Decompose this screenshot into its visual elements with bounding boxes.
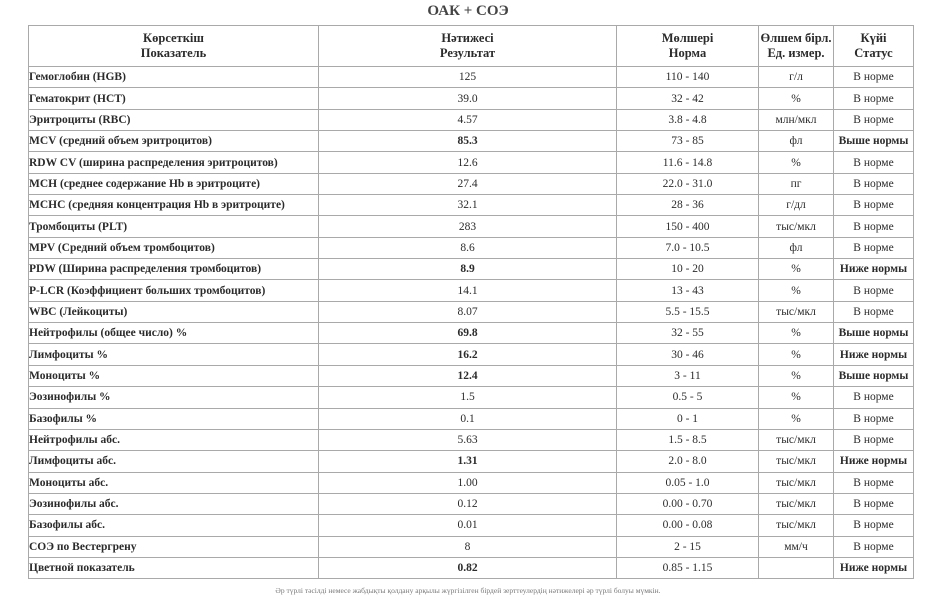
unit: % (759, 88, 834, 109)
result-value: 1.00 (319, 472, 617, 493)
norm-range: 0.00 - 0.70 (617, 493, 759, 514)
status-value: В норме (834, 280, 914, 301)
unit: г/дл (759, 195, 834, 216)
table-header-row (29, 26, 914, 67)
result-value: 8 (319, 536, 617, 557)
status-value: В норме (834, 88, 914, 109)
indicator-name: Базофилы абс. (29, 515, 319, 536)
norm-range: 11.6 - 14.8 (617, 152, 759, 173)
indicator-name: Цветной показатель (29, 557, 319, 578)
table-row (29, 536, 914, 557)
unit: тыс/мкл (759, 451, 834, 472)
norm-range: 0.00 - 0.08 (617, 515, 759, 536)
indicator-name: RDW CV (ширина распределения эритроцитов) (29, 152, 319, 173)
header-indicator-kz: Көрсеткіш (143, 31, 204, 45)
indicator-name: Лимфоциты абс. (29, 451, 319, 472)
table-row (29, 451, 914, 472)
indicator-name: Нейтрофилы абс. (29, 429, 319, 450)
status-value: В норме (834, 536, 914, 557)
unit: г/л (759, 67, 834, 88)
header-status (834, 26, 914, 67)
table-row (29, 515, 914, 536)
header-status-ru: Статус (854, 46, 893, 60)
indicator-name: Гематокрит (HCT) (29, 88, 319, 109)
result-value: 32.1 (319, 195, 617, 216)
status-value: В норме (834, 472, 914, 493)
unit: тыс/мкл (759, 493, 834, 514)
norm-range: 110 - 140 (617, 67, 759, 88)
norm-range: 0 - 1 (617, 408, 759, 429)
unit: тыс/мкл (759, 429, 834, 450)
norm-range: 32 - 55 (617, 323, 759, 344)
result-value: 69.8 (319, 323, 617, 344)
unit: % (759, 152, 834, 173)
unit: % (759, 387, 834, 408)
result-value: 283 (319, 216, 617, 237)
norm-range: 5.5 - 15.5 (617, 301, 759, 322)
status-value: Выше нормы (834, 323, 914, 344)
norm-range: 1.5 - 8.5 (617, 429, 759, 450)
table-row (29, 173, 914, 194)
status-value: Выше нормы (834, 365, 914, 386)
table-row (29, 344, 914, 365)
table-row (29, 195, 914, 216)
indicator-name: MCH (среднее содержание Hb в эритроците) (29, 173, 319, 194)
header-unit-ru: Ед. измер. (767, 46, 825, 60)
table-row (29, 301, 914, 322)
status-value: В норме (834, 216, 914, 237)
indicator-name: Эозинофилы % (29, 387, 319, 408)
unit: фл (759, 131, 834, 152)
indicator-name: P-LCR (Коэффициент больших тромбоцитов) (29, 280, 319, 301)
indicator-name: MPV (Средний объем тромбоцитов) (29, 237, 319, 258)
table-row (29, 493, 914, 514)
indicator-name: Базофилы % (29, 408, 319, 429)
unit: % (759, 365, 834, 386)
status-value: В норме (834, 493, 914, 514)
table-row (29, 323, 914, 344)
indicator-name: Гемоглобин (HGB) (29, 67, 319, 88)
unit: млн/мкл (759, 109, 834, 130)
result-value: 0.01 (319, 515, 617, 536)
unit: тыс/мкл (759, 472, 834, 493)
result-value: 5.63 (319, 429, 617, 450)
header-unit (759, 26, 834, 67)
result-value: 85.3 (319, 131, 617, 152)
indicator-name: PDW (Ширина распределения тромбоцитов) (29, 259, 319, 280)
unit: % (759, 280, 834, 301)
unit (759, 557, 834, 578)
indicator-name: Моноциты абс. (29, 472, 319, 493)
header-result (319, 26, 617, 67)
status-value: В норме (834, 237, 914, 258)
norm-range: 10 - 20 (617, 259, 759, 280)
table-row (29, 88, 914, 109)
table-row (29, 67, 914, 88)
header-result-ru: Результат (439, 46, 496, 60)
status-value: В норме (834, 152, 914, 173)
norm-range: 2.0 - 8.0 (617, 451, 759, 472)
status-value: В норме (834, 195, 914, 216)
result-value: 1.5 (319, 387, 617, 408)
table-row (29, 216, 914, 237)
norm-range: 2 - 15 (617, 536, 759, 557)
header-norm (617, 26, 759, 67)
norm-range: 3 - 11 (617, 365, 759, 386)
indicator-name: Эритроциты (RBC) (29, 109, 319, 130)
unit: % (759, 323, 834, 344)
result-value: 27.4 (319, 173, 617, 194)
result-value: 0.12 (319, 493, 617, 514)
indicator-name: Моноциты % (29, 365, 319, 386)
table-row (29, 152, 914, 173)
norm-range: 28 - 36 (617, 195, 759, 216)
table-row (29, 131, 914, 152)
status-value: Ниже нормы (834, 451, 914, 472)
report-title: ОАК + СОЭ (427, 3, 509, 19)
indicator-name: MCV (средний объем эритроцитов) (29, 131, 319, 152)
table-row (29, 557, 914, 578)
header-norm-ru: Норма (668, 46, 707, 60)
result-value: 0.1 (319, 408, 617, 429)
status-value: В норме (834, 109, 914, 130)
status-value: Ниже нормы (834, 557, 914, 578)
indicator-name: Тромбоциты (PLT) (29, 216, 319, 237)
table-row (29, 109, 914, 130)
header-norm-kz: Мөлшері (661, 31, 714, 45)
status-value: В норме (834, 67, 914, 88)
table-row (29, 365, 914, 386)
indicator-name: WBC (Лейкоциты) (29, 301, 319, 322)
result-value: 4.57 (319, 109, 617, 130)
table-body (29, 67, 914, 579)
norm-range: 13 - 43 (617, 280, 759, 301)
indicator-name: Лимфоциты % (29, 344, 319, 365)
result-value: 0.82 (319, 557, 617, 578)
result-value: 125 (319, 67, 617, 88)
result-value: 39.0 (319, 88, 617, 109)
status-value: В норме (834, 301, 914, 322)
table-row (29, 280, 914, 301)
result-value: 16.2 (319, 344, 617, 365)
result-value: 8.07 (319, 301, 617, 322)
unit: фл (759, 237, 834, 258)
norm-range: 0.05 - 1.0 (617, 472, 759, 493)
status-value: В норме (834, 408, 914, 429)
unit: мм/ч (759, 536, 834, 557)
header-result-kz: Нәтижесі (441, 31, 494, 45)
unit: тыс/мкл (759, 515, 834, 536)
norm-range: 0.85 - 1.15 (617, 557, 759, 578)
result-value: 8.9 (319, 259, 617, 280)
indicator-name: MCHC (средняя концентрация Hb в эритроците) (29, 195, 319, 216)
table-row (29, 408, 914, 429)
result-value: 12.6 (319, 152, 617, 173)
header-indicator (29, 26, 319, 67)
norm-range: 3.8 - 4.8 (617, 109, 759, 130)
disclaimer-footer: Әр түрлі тәсілді немесе жабдықты қолдану арқылы жүргізілген бірдей зерттеулердің нәтижелері әр түрлі болуы мүмкін. (275, 586, 661, 595)
result-value: 1.31 (319, 451, 617, 472)
unit: % (759, 408, 834, 429)
result-value: 14.1 (319, 280, 617, 301)
norm-range: 7.0 - 10.5 (617, 237, 759, 258)
unit: % (759, 259, 834, 280)
status-value: В норме (834, 429, 914, 450)
status-value: Ниже нормы (834, 344, 914, 365)
status-value: В норме (834, 387, 914, 408)
result-value: 12.4 (319, 365, 617, 386)
indicator-name: СОЭ по Вестергрену (29, 536, 319, 557)
indicator-name: Эозинофилы абс. (29, 493, 319, 514)
header-indicator-ru: Показатель (140, 46, 207, 60)
unit: % (759, 344, 834, 365)
norm-range: 0.5 - 5 (617, 387, 759, 408)
status-value: Ниже нормы (834, 259, 914, 280)
header-unit-kz: Өлшем бірл. (760, 31, 832, 45)
results-table (28, 25, 914, 579)
norm-range: 73 - 85 (617, 131, 759, 152)
status-value: В норме (834, 515, 914, 536)
table-row (29, 472, 914, 493)
table-row (29, 429, 914, 450)
indicator-name: Нейтрофилы (общее число) % (29, 323, 319, 344)
table-row (29, 237, 914, 258)
unit: тыс/мкл (759, 216, 834, 237)
status-value: В норме (834, 173, 914, 194)
table-row (29, 259, 914, 280)
status-value: Выше нормы (834, 131, 914, 152)
table-row (29, 387, 914, 408)
norm-range: 32 - 42 (617, 88, 759, 109)
unit: тыс/мкл (759, 301, 834, 322)
norm-range: 150 - 400 (617, 216, 759, 237)
result-value: 8.6 (319, 237, 617, 258)
header-status-kz: Күйі (860, 31, 887, 45)
norm-range: 30 - 46 (617, 344, 759, 365)
norm-range: 22.0 - 31.0 (617, 173, 759, 194)
unit: пг (759, 173, 834, 194)
